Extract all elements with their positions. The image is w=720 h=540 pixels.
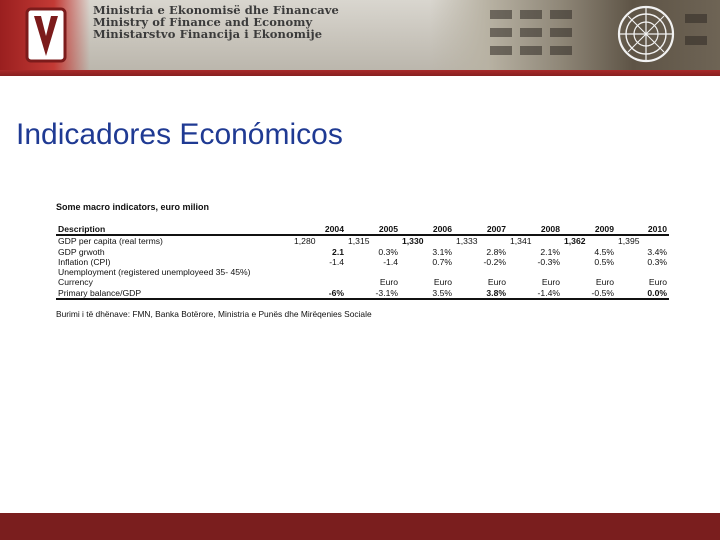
table-cell: Euro bbox=[541, 277, 560, 288]
column-header: 2005 bbox=[346, 224, 400, 235]
table-row bbox=[56, 277, 669, 287]
table-cell: -3.1% bbox=[346, 288, 400, 299]
ministry-name-albanian: Ministria e Ekonomisë dhe Financave bbox=[93, 3, 339, 17]
table-cell: 4.5% bbox=[594, 246, 614, 257]
table-row bbox=[56, 288, 669, 299]
footer-bar bbox=[0, 513, 720, 540]
ministry-name-serbian: Ministarstvo Financija i Ekonomije bbox=[93, 27, 323, 42]
slide-header bbox=[0, 0, 720, 76]
table-cell: 1,280 bbox=[294, 236, 316, 247]
row-label: Primary balance/GDP bbox=[56, 288, 292, 299]
ministry-logo bbox=[0, 0, 90, 72]
row-label: GDP grwoth bbox=[58, 246, 105, 257]
column-header: 2008 bbox=[508, 224, 562, 235]
header-red-band bbox=[0, 70, 720, 76]
row-label: Unemployment (registered unemployeed 35- 45%) bbox=[58, 267, 251, 278]
ministry-name-english: Ministry of Finance and Economy bbox=[93, 15, 313, 30]
table-header-row bbox=[56, 224, 669, 235]
column-header: 2006 bbox=[400, 224, 454, 235]
table-row bbox=[56, 247, 669, 257]
row-label: Inflation (CPI) bbox=[58, 256, 111, 267]
column-header: 2010 bbox=[616, 224, 669, 235]
macro-indicators-panel bbox=[56, 202, 676, 319]
column-header: 2009 bbox=[562, 224, 616, 235]
table-cell: 1,341 bbox=[510, 236, 532, 247]
table-cell: Euro bbox=[433, 277, 452, 288]
table-cell: -0.5% bbox=[562, 288, 616, 299]
table-cell: -1.4 bbox=[383, 256, 398, 267]
table-cell: 0.0% bbox=[616, 288, 669, 299]
table-cell: Euro bbox=[595, 277, 614, 288]
slide-title: Indicadores Económicos bbox=[16, 118, 343, 152]
row-label: Currency bbox=[58, 277, 93, 288]
table-caption: Some macro indicators, euro milion bbox=[56, 202, 210, 212]
table-cell: -0.2% bbox=[483, 256, 506, 267]
table-cell: 1,315 bbox=[348, 236, 370, 247]
table-cell: 2.8% bbox=[486, 246, 506, 257]
column-header: Description bbox=[56, 224, 292, 235]
table-source-note: Burimi i të dhënave: FMN, Banka Botërore, Ministria e Punës dhe Mirëqenies Sociale bbox=[56, 309, 372, 320]
table-cell: Euro bbox=[379, 277, 398, 288]
table-cell: Euro bbox=[648, 277, 667, 288]
table-cell: -6% bbox=[292, 288, 346, 299]
table-cell: Euro bbox=[487, 277, 506, 288]
table-cell: 3.5% bbox=[400, 288, 454, 299]
un-emblem-icon bbox=[614, 2, 678, 68]
table-cell: -1.4% bbox=[508, 288, 562, 299]
table-cell: 1,330 bbox=[402, 236, 424, 247]
table-cell: 3.4% bbox=[647, 246, 667, 257]
table-row bbox=[56, 257, 669, 267]
table-cell bbox=[292, 277, 346, 287]
table-cell: 0.5% bbox=[594, 256, 614, 267]
table-cell: 2.1 bbox=[332, 246, 344, 257]
table-cell: 0.3% bbox=[378, 246, 398, 257]
table-cell: -0.3% bbox=[537, 256, 560, 267]
ministry-name-block bbox=[93, 4, 339, 41]
column-header: 2004 bbox=[292, 224, 346, 235]
ministry-logo-icon bbox=[24, 6, 68, 66]
table-cell: -1.4 bbox=[329, 256, 344, 267]
table-row bbox=[56, 235, 669, 246]
row-label: GDP per capita (real terms) bbox=[58, 236, 163, 247]
macro-indicators-table bbox=[56, 224, 669, 300]
table-cell: 0.7% bbox=[432, 256, 452, 267]
table-cell: 2.1% bbox=[540, 246, 560, 257]
table-cell: 0.3% bbox=[647, 256, 667, 267]
table-cell: 3.8% bbox=[454, 288, 508, 299]
column-header: 2007 bbox=[454, 224, 508, 235]
table-cell: 1,395 bbox=[618, 236, 640, 247]
table-cell: 1,333 bbox=[456, 236, 478, 247]
table-cell: 1,362 bbox=[564, 236, 586, 247]
table-row bbox=[56, 267, 669, 277]
table-cell: 3.1% bbox=[432, 246, 452, 257]
